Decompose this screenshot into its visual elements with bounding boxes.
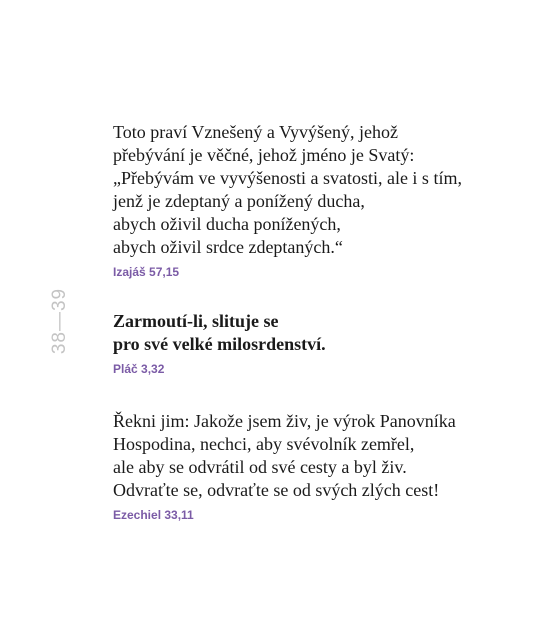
- verse-line: Zarmoutí-li, slituje se: [113, 311, 279, 331]
- verse-line: přebývání je věčné, jehož jméno je Svatý:: [113, 145, 415, 165]
- verse-reference: Pláč 3,32: [113, 362, 165, 376]
- verse-text: [113, 310, 326, 356]
- verse-line: abych oživil ducha ponížených,: [113, 214, 341, 234]
- verse-line: jenž je zdeptaný a ponížený ducha,: [113, 191, 365, 211]
- verse-text: [113, 410, 456, 502]
- verse-line: „Přebývám ve vyvýšenosti a svatosti, ale i s tím,: [113, 168, 462, 188]
- verse-block-ezekiel: [113, 410, 456, 522]
- page-number-text: 38—39: [49, 287, 70, 355]
- verse-line: Toto praví Vznešený a Vyvýšený, jehož: [113, 122, 399, 142]
- verse-line: abych oživil srdce zdeptaných.“: [113, 237, 343, 257]
- verse-reference: Ezechiel 33,11: [113, 508, 194, 522]
- verse-line: Hospodina, nechci, aby svévolník zemřel,: [113, 434, 415, 454]
- verse-line: Odvraťte se, odvraťte se od svých zlých cest!: [113, 480, 440, 500]
- verse-text: [113, 121, 462, 259]
- verse-block-lamentations: [113, 310, 326, 376]
- verse-line: Řekni jim: Jakože jsem živ, je výrok Panovníka: [113, 411, 456, 431]
- verse-line: ale aby se odvrátil od své cesty a byl živ.: [113, 457, 407, 477]
- verse-reference: Izajáš 57,15: [113, 265, 180, 279]
- verse-line: pro své velké milosrdenství.: [113, 334, 326, 354]
- verse-block-isaiah: [113, 121, 462, 279]
- page-number-marker: [49, 289, 71, 353]
